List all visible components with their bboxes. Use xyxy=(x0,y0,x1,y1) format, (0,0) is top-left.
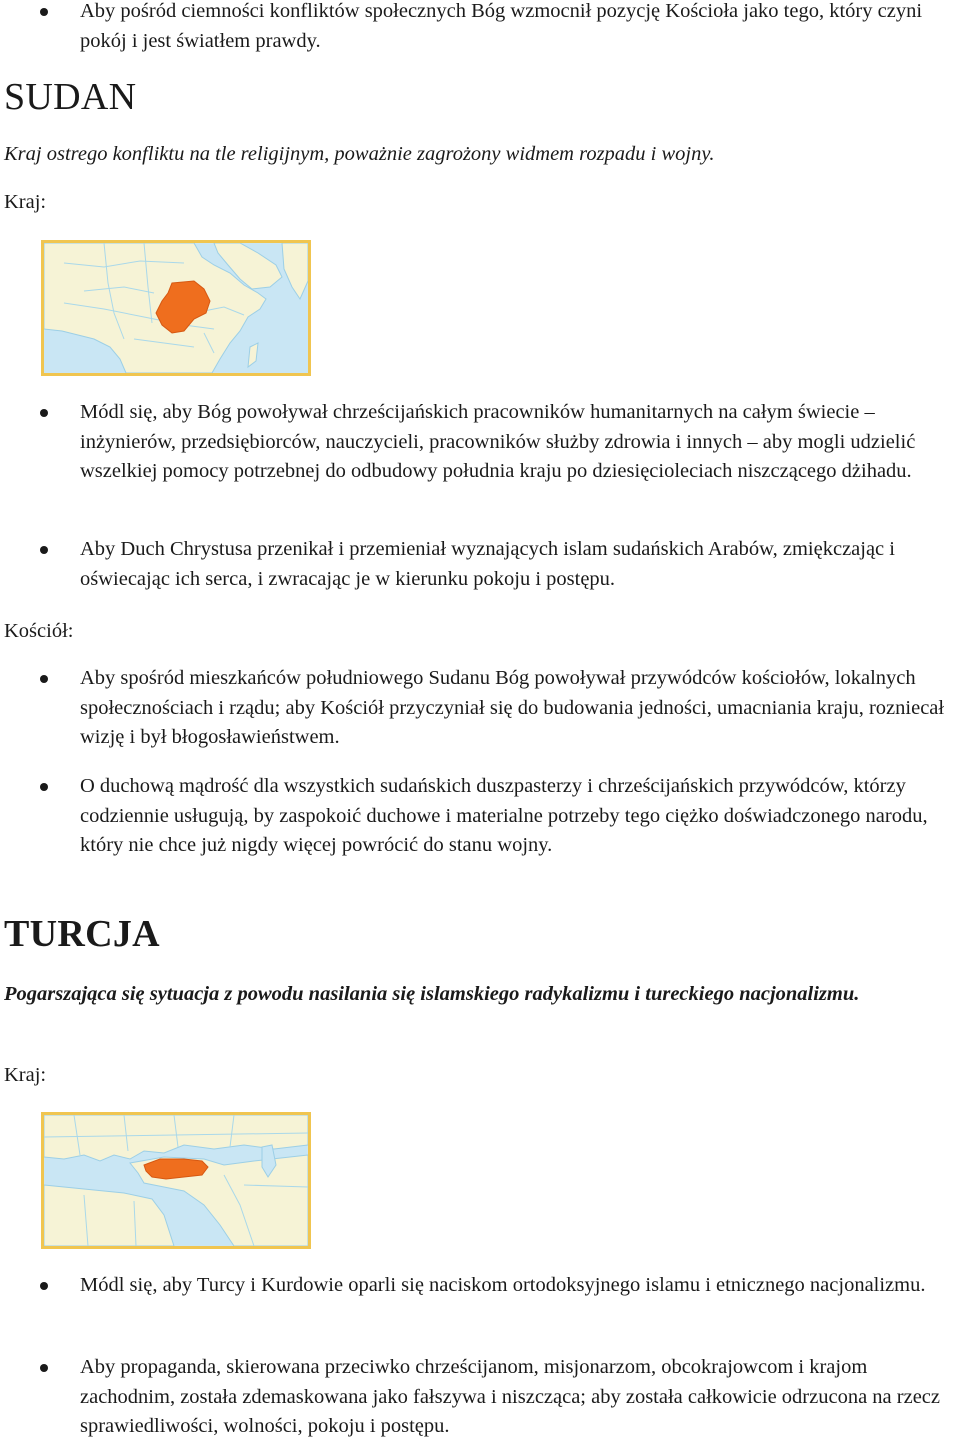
sudan-heading: SUDAN xyxy=(4,76,137,118)
turkey-country-bullet: Aby propaganda, skierowana przeciwko chrześcijanom, misjonarzom, obcokrajowcom i krajom zachodnim, została zdemaskowana jako fałszywa i niszcząca; aby została całkowicie odrzucona na rzecz sprawiedliwości, wolności, pokoju i postępu. xyxy=(80,1356,940,1437)
turkey-heading: TURCJA xyxy=(4,913,160,955)
bullet-dot xyxy=(40,783,48,791)
sudan-map-image xyxy=(41,240,311,376)
turkey-country-label: Kraj: xyxy=(4,1064,47,1086)
sudan-church-bullet: Aby spośród mieszkańców południowego Sudanu Bóg powoływał przywódców kościołów, lokalnych społecznościach i rządu; aby Kościół przyczyniał się do budowania jedności, umacniania kraju, rozniecał wizję i był błogosławieństwem. xyxy=(80,667,945,748)
sudan-church-bullet: O duchową mądrość dla wszystkich sudańskich duszpasterzy i chrześcijańskich przywódców, którzy codziennie usługują, by zaspokoić duchowe i materialne potrzeby tego ciężko doświadczonego narodu, który nie chce już nigdy więcej powrócić do stanu wojny. xyxy=(80,775,928,856)
sudan-country-bullet: Módl się, aby Bóg powoływał chrześcijańskich pracowników humanitarnych na całym świecie – inżynierów, przedsiębiorców, nauczycieli, pracowników służby zdrowia i innych – aby mogli udzielić wszelkiej pomocy potrzebnej do odbudowy południa kraju po dziesięcioleciach niszczącego dżihadu. xyxy=(80,401,916,482)
intro-bullet-text: Aby pośród ciemności konfliktów społecznych Bóg wzmocnił pozycję Kościoła jako tego, który czyni pokój i jest światłem prawdy. xyxy=(80,0,923,52)
sudan-subtitle: Kraj ostrego konfliktu na tle religijnym, poważnie zagrożony widmem rozpadu i wojny. xyxy=(4,143,715,165)
bullet-dot xyxy=(40,1282,48,1290)
bullet-dot xyxy=(40,409,48,417)
sudan-church-label: Kościół: xyxy=(4,620,74,642)
sudan-country-bullet: Aby Duch Chrystusa przenikał i przemieniał wyznających islam sudańskich Arabów, zmiękczając i oświecając ich serca, i zwracając je w kierunku pokoju i postępu. xyxy=(80,538,895,590)
turkey-subtitle: Pogarszająca się sytuacja z powodu nasilania się islamskiego radykalizmu i tureckiego nacjonalizmu. xyxy=(4,983,860,1005)
bullet-dot xyxy=(40,1364,48,1372)
bullet-dot xyxy=(40,8,48,16)
bullet-dot xyxy=(40,675,48,683)
turkey-country-bullet: Módl się, aby Turcy i Kurdowie oparli się naciskom ortodoksyjnego islamu i etnicznego nacjonalizmu. xyxy=(80,1274,926,1296)
sudan-country-label: Kraj: xyxy=(4,191,47,213)
bullet-dot xyxy=(40,546,48,554)
turkey-map-image xyxy=(41,1112,311,1249)
